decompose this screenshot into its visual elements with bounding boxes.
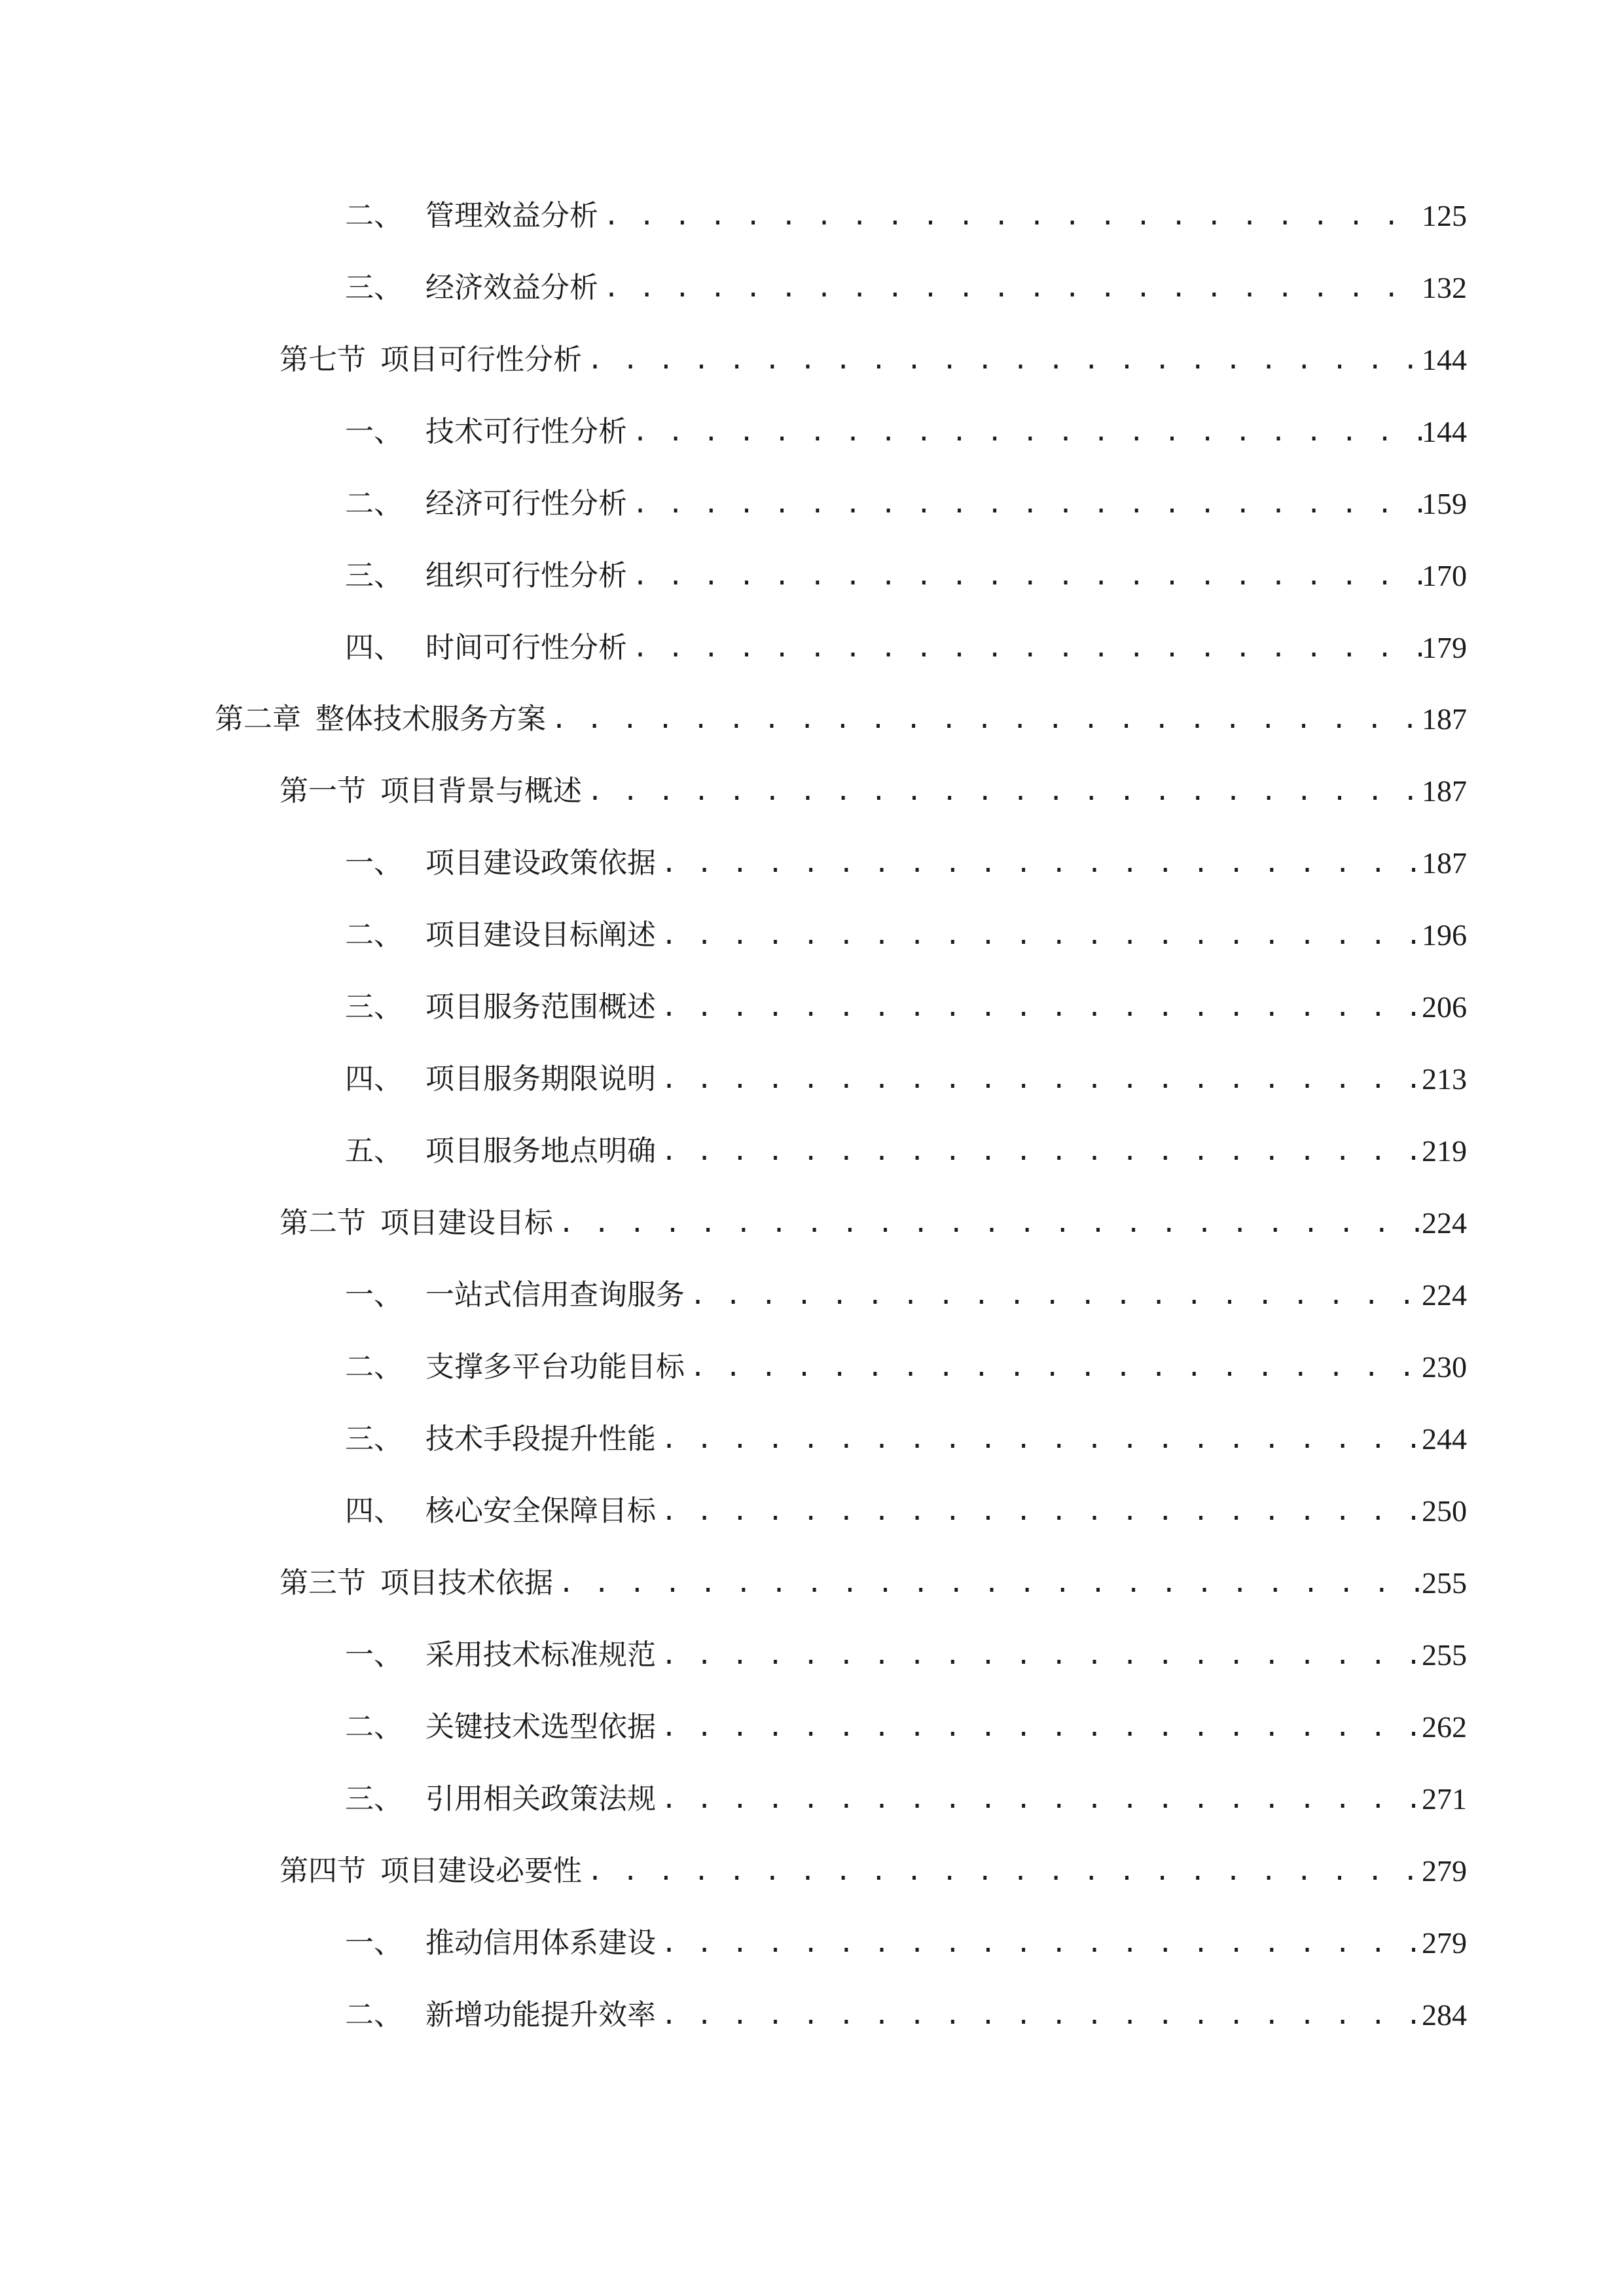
toc-entry-title: 项目可行性分析 [380, 343, 582, 376]
toc-entry[interactable] [280, 768, 1467, 814]
toc-entry[interactable] [345, 1344, 1467, 1390]
toc-page-number: 224 [1422, 1206, 1467, 1240]
toc-entry-number: 一、 [345, 1926, 403, 1960]
toc-dot-leader [656, 840, 1422, 886]
toc-dot-leader [656, 1056, 1422, 1102]
toc-entry-title: 整体技术服务方案 [316, 702, 546, 736]
toc-page-number: 170 [1422, 559, 1467, 592]
toc-dot-leader [685, 1344, 1422, 1390]
toc-entry[interactable] [345, 1128, 1467, 1174]
toc-entry-number: 四、 [345, 1062, 403, 1096]
toc-page-number: 213 [1422, 1062, 1467, 1096]
toc-page-number: 187 [1422, 702, 1467, 736]
toc-entry-number: 第三节 [280, 1566, 366, 1600]
toc-entry-title: 项目建设必要性 [380, 1854, 582, 1888]
toc-dot-leader [656, 1128, 1422, 1174]
toc-page-number: 125 [1422, 199, 1467, 232]
toc-entry-number: 第二节 [280, 1206, 366, 1240]
toc-entry[interactable] [345, 409, 1467, 455]
toc-entry[interactable] [345, 265, 1467, 311]
toc-entry-number: 一、 [345, 1278, 403, 1312]
toc-entry[interactable] [280, 337, 1467, 383]
toc-dot-leader [656, 1776, 1422, 1822]
toc-entry-number: 二、 [345, 199, 403, 232]
toc-entry-title: 核心安全保障目标 [425, 1494, 656, 1528]
toc-entry-title: 管理效益分析 [425, 199, 598, 232]
toc-dot-leader [656, 1488, 1422, 1534]
toc-dot-leader [656, 912, 1422, 958]
toc-entry[interactable] [345, 553, 1467, 599]
toc-page-number: 271 [1422, 1782, 1467, 1816]
toc-page-number: 144 [1422, 343, 1467, 376]
toc-page-number: 187 [1422, 846, 1467, 880]
toc-entry-title: 组织可行性分析 [425, 559, 627, 592]
toc-dot-leader [553, 1200, 1422, 1246]
toc-dot-leader [656, 1632, 1422, 1678]
toc-page-number: 144 [1422, 415, 1467, 448]
toc-entry[interactable] [345, 1632, 1467, 1678]
toc-dot-leader [582, 1848, 1422, 1894]
toc-page-number: 219 [1422, 1134, 1467, 1168]
toc-page-number: 279 [1422, 1854, 1467, 1888]
toc-entry[interactable] [280, 1200, 1467, 1246]
toc-dot-leader [598, 265, 1422, 311]
toc-entry-number: 三、 [345, 1782, 403, 1816]
toc-entry[interactable] [280, 1848, 1467, 1894]
toc-entry[interactable] [345, 1776, 1467, 1822]
toc-entry[interactable] [345, 1416, 1467, 1462]
toc-page-number: 224 [1422, 1278, 1467, 1312]
toc-entry-title: 关键技术选型依据 [425, 1710, 656, 1744]
toc-entry-number: 第一节 [280, 774, 366, 808]
toc-entry-number: 一、 [345, 415, 403, 448]
toc-entry-title: 项目建设政策依据 [425, 846, 656, 880]
toc-entry-number: 四、 [345, 631, 403, 664]
toc-entry-title: 推动信用体系建设 [425, 1926, 656, 1960]
toc-entry[interactable] [280, 1560, 1467, 1606]
toc-page-number: 196 [1422, 918, 1467, 952]
toc-dot-leader [656, 1704, 1422, 1750]
toc-page-number: 255 [1422, 1638, 1467, 1672]
toc-entry-title: 支撑多平台功能目标 [425, 1350, 685, 1384]
toc-entry-title: 项目技术依据 [380, 1566, 553, 1600]
toc-entry[interactable] [345, 1272, 1467, 1318]
toc-entry-number: 一、 [345, 846, 403, 880]
toc-entry[interactable] [345, 1992, 1467, 2038]
toc-dot-leader [553, 1560, 1422, 1606]
toc-dot-leader [656, 1992, 1422, 2038]
toc-entry-title: 引用相关政策法规 [425, 1782, 656, 1816]
toc-entry[interactable] [345, 1488, 1467, 1534]
toc-entry-number: 二、 [345, 1350, 403, 1384]
toc-entry-number: 三、 [345, 559, 403, 592]
toc-entry-number: 二、 [345, 1710, 403, 1744]
toc-entry-number: 一、 [345, 1638, 403, 1672]
toc-dot-leader [685, 1272, 1422, 1318]
toc-dot-leader [627, 409, 1422, 455]
toc-dot-leader [627, 553, 1422, 599]
toc-entry-title: 项目建设目标 [380, 1206, 553, 1240]
toc-entry[interactable] [215, 696, 1467, 742]
toc-entry-number: 第七节 [280, 343, 366, 376]
toc-page-number: 206 [1422, 990, 1467, 1024]
toc-dot-leader [656, 984, 1422, 1030]
toc-entry-title: 时间可行性分析 [425, 631, 627, 664]
toc-page-number: 187 [1422, 774, 1467, 808]
toc-page-number: 244 [1422, 1422, 1467, 1456]
toc-entry-number: 二、 [345, 1998, 403, 2032]
toc-dot-leader [656, 1416, 1422, 1462]
toc-page-number: 230 [1422, 1350, 1467, 1384]
toc-dot-leader [627, 625, 1422, 671]
toc-entry-title: 项目服务期限说明 [425, 1062, 656, 1096]
toc-entry-title: 新增功能提升效率 [425, 1998, 656, 2032]
toc-entry[interactable] [345, 1704, 1467, 1750]
toc-entry[interactable] [345, 984, 1467, 1030]
toc-dot-leader [582, 337, 1422, 383]
toc-entry[interactable] [345, 625, 1467, 671]
toc-entry-title: 项目服务地点明确 [425, 1134, 656, 1168]
toc-entry[interactable] [345, 1056, 1467, 1102]
toc-dot-leader [582, 768, 1422, 814]
toc-entry-number: 五、 [345, 1134, 403, 1168]
toc-entry-number: 二、 [345, 487, 403, 520]
toc-entry[interactable] [345, 193, 1467, 239]
toc-page-number: 262 [1422, 1710, 1467, 1744]
toc-page-number: 250 [1422, 1494, 1467, 1528]
toc-entry-number: 三、 [345, 271, 403, 304]
toc-entry-number: 第四节 [280, 1854, 366, 1888]
toc-entry[interactable] [345, 840, 1467, 886]
toc-page-number: 255 [1422, 1566, 1467, 1600]
toc-page-number: 179 [1422, 631, 1467, 664]
toc-entry-number: 第二章 [215, 702, 301, 736]
toc-entry-number: 三、 [345, 990, 403, 1024]
toc-page-number: 132 [1422, 271, 1467, 304]
toc-entry-number: 三、 [345, 1422, 403, 1456]
toc-entry[interactable] [345, 912, 1467, 958]
toc-entry-title: 经济可行性分析 [425, 487, 627, 520]
toc-entry-title: 一站式信用查询服务 [425, 1278, 685, 1312]
toc-dot-leader [627, 481, 1422, 527]
toc-dot-leader [656, 1920, 1422, 1966]
toc-entry-title: 采用技术标准规范 [425, 1638, 656, 1672]
toc-entry-title: 项目服务范围概述 [425, 990, 656, 1024]
toc-entry-title: 经济效益分析 [425, 271, 598, 304]
toc-page-number: 159 [1422, 487, 1467, 520]
toc-entry-number: 二、 [345, 918, 403, 952]
toc-dot-leader [598, 193, 1422, 239]
toc-entry-title: 项目建设目标阐述 [425, 918, 656, 952]
toc-entry-title: 技术可行性分析 [425, 415, 627, 448]
toc-entry-title: 技术手段提升性能 [425, 1422, 656, 1456]
toc-page-number: 279 [1422, 1926, 1467, 1960]
toc-entry-title: 项目背景与概述 [380, 774, 582, 808]
toc-entry-number: 四、 [345, 1494, 403, 1528]
toc-page-number: 284 [1422, 1998, 1467, 2032]
toc-entry[interactable] [345, 1920, 1467, 1966]
toc-entry[interactable] [345, 481, 1467, 527]
toc-dot-leader [546, 696, 1422, 742]
